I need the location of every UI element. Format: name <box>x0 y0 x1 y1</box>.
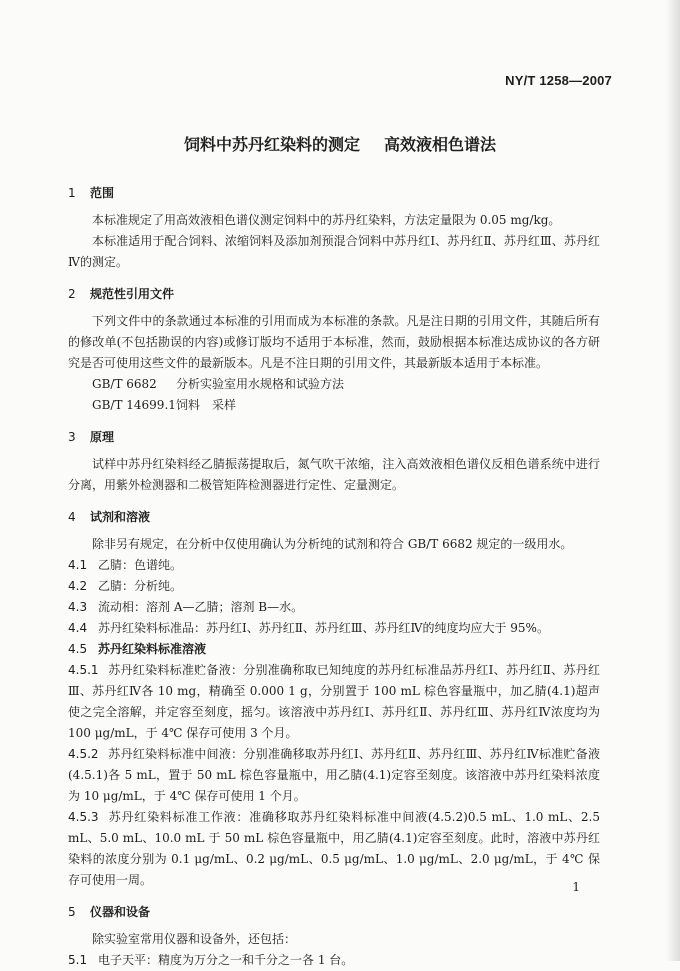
clause-text: 苏丹红染料标准中间液：分别准确移取苏丹红Ⅰ、苏丹红Ⅱ、苏丹红Ⅲ、苏丹红Ⅳ标准贮备液(4.5.1)各 5 mL，置于 50 mL 棕色容量瓶中，用乙腈(4.1)定容至刻度。该溶液中苏丹红染料浓度为 10 μg/mL，于 4℃ 保存可使用 1 个月。 <box>68 747 600 803</box>
reference-code: GB/T 6682 <box>92 377 157 391</box>
page-number: 1 <box>572 880 580 894</box>
clause-number: 4.5.2 <box>68 747 99 761</box>
section-number: 5 <box>68 905 76 919</box>
clause-number: 5.1 <box>68 953 88 967</box>
reference-entry <box>68 374 600 395</box>
section-heading-reagents <box>68 506 600 528</box>
clause-number: 4.4 <box>68 621 88 635</box>
clause-text: 乙腈：色谱纯。 <box>98 558 183 572</box>
clause-text: 电子天平：精度为万分之一和千分之一各 1 台。 <box>98 953 354 967</box>
section-number: 3 <box>68 430 76 444</box>
paragraph: 试样中苏丹红染料经乙腈振荡提取后，氮气吹干浓缩，注入高效液相色谱仪反相色谱系统中进行分离，用紫外检测器和二极管矩阵检测器进行定性、定量测定。 <box>68 457 600 492</box>
clause-text: 苏丹红染料标准工作液：准确移取苏丹红染料标准中间液(4.5.2)0.5 mL、1.0 mL、2.5 mL、5.0 mL、10.0 mL 于 50 mL 棕色容量瓶中，用乙腈(4.1)定容至刻度。此时，溶液中苏丹红染料的浓度分别为 0.1 μg/mL、0.2 μg/mL、0.5 μg/mL、1.0 μg/mL、2.0 μg/mL，于 4℃ 保存可使用一周。 <box>68 810 600 887</box>
clause-item <box>68 807 600 891</box>
section-heading-principle <box>68 426 600 448</box>
document-body <box>68 182 600 971</box>
clause-text: 苏丹红染料标准溶液 <box>98 642 207 656</box>
clause-subheading <box>68 639 600 660</box>
standard-number: NY/T 1258—2007 <box>505 73 612 88</box>
clause-item <box>68 618 600 639</box>
section-heading-scope <box>68 182 600 204</box>
clause-item <box>68 744 600 807</box>
section-heading-references <box>68 283 600 305</box>
clause-number: 4.5 <box>68 642 88 656</box>
clause-item <box>68 597 600 618</box>
paragraph: 除实验室常用仪器和设备外，还包括： <box>92 932 297 946</box>
clause-number: 4.1 <box>68 558 88 572</box>
clause-number: 4.5.3 <box>68 810 99 824</box>
clause-item <box>68 660 600 744</box>
clause-text: 乙腈：分析纯。 <box>98 579 183 593</box>
clause-number: 4.5.1 <box>68 663 99 677</box>
clause-text: 苏丹红染料标准品：苏丹红Ⅰ、苏丹红Ⅱ、苏丹红Ⅲ、苏丹红Ⅳ的纯度均应大于 95%。 <box>98 621 549 635</box>
document-title-method: 高效液相色谱法 <box>384 135 497 154</box>
section-number: 2 <box>68 287 76 301</box>
document-title-main: 饲料中苏丹红染料的测定 <box>183 135 360 154</box>
paragraph: 下列文件中的条款通过本标准的引用而成为本标准的条款。凡是注日期的引用文件，其随后所有的修改单(不包括勘误的内容)或修订版均不适用于本标准，然而，鼓励根据本标准达成协议的各方研究是否可使用这些文件的最新版本。凡是不注日期的引用文件，其最新版本适用于本标准。 <box>68 314 600 370</box>
section-title: 规范性引用文件 <box>90 287 175 301</box>
paragraph: 本标准适用于配合饲料、浓缩饲料及添加剂预混合饲料中苏丹红Ⅰ、苏丹红Ⅱ、苏丹红Ⅲ、苏丹红Ⅳ的测定。 <box>68 234 600 269</box>
section-number: 1 <box>68 186 76 200</box>
clause-item <box>68 555 600 576</box>
clause-text: 流动相：溶剂 A—乙腈；溶剂 B—水。 <box>98 600 304 614</box>
paragraph: 除非另有规定，在分析中仅使用确认为分析纯的试剂和符合 GB/T 6682 规定的一级用水。 <box>92 537 573 551</box>
paragraph: 本标准规定了用高效液相色谱仪测定饲料中的苏丹红染料，方法定量限为 0.05 mg/kg。 <box>92 213 561 227</box>
section-heading-apparatus <box>68 901 600 923</box>
reference-title: 饲料 采样 <box>176 398 237 412</box>
clause-text: 苏丹红染料标准贮备液：分别准确称取已知纯度的苏丹红标准品苏丹红Ⅰ、苏丹红Ⅱ、苏丹红Ⅲ、苏丹红Ⅳ各 10 mg，精确至 0.000 1 g，分别置于 100 mL 棕色容量瓶中，加乙腈(4.1)超声使之完全溶解，并定容至刻度，摇匀。该溶液中苏丹红Ⅰ、苏丹红Ⅱ、苏丹红Ⅲ、苏丹红Ⅳ浓度均为 100 μg/mL，于 4℃ 保存可使用 3 个月。 <box>68 663 600 740</box>
clause-number: 4.3 <box>68 600 88 614</box>
section-title: 原理 <box>90 430 115 444</box>
section-title: 试剂和溶液 <box>90 510 151 524</box>
reference-entry <box>68 395 600 416</box>
clause-item <box>68 576 600 597</box>
reference-title: 分析实验室用水规格和试验方法 <box>176 377 345 391</box>
reference-code: GB/T 14699.1 <box>92 398 176 412</box>
section-title: 范围 <box>90 186 115 200</box>
clause-number: 4.2 <box>68 579 88 593</box>
section-number: 4 <box>68 510 76 524</box>
document-title <box>0 132 680 155</box>
section-title: 仪器和设备 <box>90 905 151 919</box>
